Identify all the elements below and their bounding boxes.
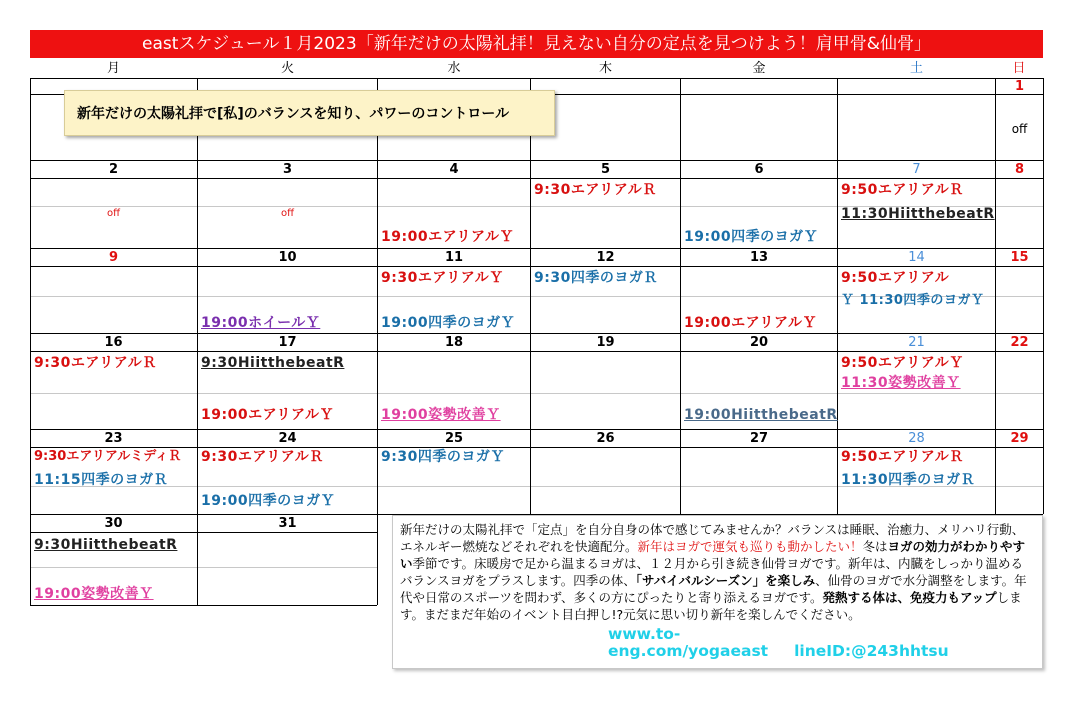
weekday-sat: 土 [909,61,923,76]
class-entry: 19:00エアリアルＹ [381,229,514,245]
grid-line [30,78,1043,79]
class-entry: 19:00姿勢改善Ｙ [381,407,501,423]
day-number: 22 [1010,335,1029,350]
class-entry: 9:30エアリアルＲ [534,182,657,198]
weekday-wed: 水 [447,61,461,76]
description-text: 新年だけの太陽礼拝で「定点」を自分自身の体で感じてみませんか？バランスは睡眠、治癒力、メリハリ行動、エネルギー燃焼などそれぞれを快適配分。 [400,522,1025,554]
day-number: 23 [104,431,123,446]
description-box [392,515,1043,669]
day-number: 7 [912,162,921,177]
class-entry: 9:30四季のヨガＹ [381,449,505,465]
weekday-tue: 火 [280,61,294,76]
class-entry: 19:00四季のヨガＹ [201,493,336,509]
day-number: 28 [908,431,925,446]
day-number: 2 [108,162,119,177]
day-number: 9 [108,250,119,265]
class-entry: 9:30エアリアルミディＲ [34,449,182,464]
description-text: 、仙骨のヨガで水分調整をします。年代や日常のスポーツを問わず、多くの方にぴったりと寄り添えるヨガです。 [400,573,1027,605]
contact-links [608,626,1042,660]
grid-line [30,266,1043,267]
off-label: off [106,208,120,219]
class-entry: 9:50エアリアルＲ [841,182,964,198]
day-number: 30 [104,516,123,531]
class-entry: 9:30HiitthebeatR [201,355,345,371]
class-entry: 9:50エアリアルＹ [841,355,964,371]
class-entry: 9:30エアリアルＹ [381,270,504,286]
day-number: 1 [1014,79,1025,94]
day-number: 6 [754,162,764,177]
day-number: 18 [444,335,464,350]
description-bold: 発熱する体は、免疫力もアップ [822,590,997,605]
off-label: off [280,208,294,219]
class-entry: 19:00エアリアルＹ [684,315,817,331]
day-number: 25 [444,431,464,446]
description-text: 冬は [862,539,888,554]
website-link[interactable]: www.to-eng.com/yogaeast [608,625,769,660]
description-text: 季節です。床暖房で足から温まるヨガは、１２月から引き続き仙骨ヨガです。新年は、内臓をしっかり温めるバランスヨガをプラスします。四季の体、 [400,556,1024,588]
day-number: 20 [749,335,769,350]
grid-line [30,567,377,568]
off-label: off [1011,122,1028,136]
weekday-thu: 木 [598,61,612,76]
day-number: 5 [600,162,611,177]
class-entry: 19:00ホイールＹ [201,315,321,331]
weekday-mon: 月 [106,61,120,76]
class-entry: Ｙ 11:30四季のヨガＹ [841,293,985,308]
class-entry: 19:00四季のヨガＹ [381,315,516,331]
grid-line [680,78,681,514]
day-number: 21 [908,335,925,350]
grid-line [1043,78,1044,514]
day-number: 29 [1010,431,1029,446]
grid-line [30,532,377,533]
weekday-fri: 金 [752,61,766,76]
class-entry: 9:30四季のヨガＲ [534,270,658,286]
day-number: 24 [278,431,297,446]
class-entry: 9:50エアリアル [841,270,950,286]
description-bold: ヨガの効力がわかりやすい [400,539,1026,571]
day-number: 14 [908,250,925,265]
day-number: 27 [749,431,769,446]
class-entry: 9:30エアリアルＲ [34,355,157,371]
class-entry: 11:30四季のヨガＲ [841,472,976,488]
day-number: 13 [749,250,769,265]
class-entry: 19:00姿勢改善Ｙ [34,586,154,602]
day-number: 26 [596,431,615,446]
weekday-header [30,60,1043,77]
day-number: 4 [449,162,459,177]
grid-line [530,78,531,514]
grid-line [30,178,1043,179]
description-text: します。まだまだ年始のイベント目白押し!?元気に思い切り新年を楽しんでください。 [400,590,1022,622]
weekday-sun: 日 [1012,61,1026,76]
day-number: 16 [104,335,123,350]
day-number: 12 [596,250,615,265]
class-entry: 19:00エアリアルＹ [201,407,334,423]
class-entry: 11:30姿勢改善Ｙ [841,375,961,391]
description-bold: 「サバイバルシーズン」を楽しみ [635,573,816,588]
day-number: 3 [282,162,293,177]
theme-note: 新年だけの太陽礼拝で[私]のバランスを知り、パワーのコントロール [64,90,555,136]
grid-line [30,605,377,606]
grid-line [30,393,1043,394]
class-entry: 19:00HiitthebeatR [684,407,838,423]
day-number: 17 [278,335,297,350]
description-highlight: 新年はヨガで運気も巡りも動かしたい！ [637,539,863,554]
day-number: 11 [444,250,464,265]
class-entry: 9:30HiitthebeatR [34,537,178,553]
class-entry: 11:15四季のヨガＲ [34,472,169,488]
day-number: 10 [278,250,297,265]
grid-line [837,78,838,514]
day-number: 15 [1010,250,1029,265]
class-entry: 9:50エアリアルＲ [841,449,964,465]
grid-line [30,351,1043,352]
line-id: lineID:@243hhtsu [794,642,949,660]
schedule-title: eastスケジュール１月2023「新年だけの太陽礼拝！見えない自分の定点を見つけよう！肩甲骨&仙骨」 [30,30,1043,58]
grid-line [995,78,996,514]
day-number: 19 [596,335,615,350]
class-entry: 19:00四季のヨガＹ [684,229,819,245]
day-number: 8 [1014,162,1025,177]
day-number: 31 [278,516,297,531]
class-entry: 9:30エアリアルＲ [201,449,324,465]
class-entry: 11:30HiitthebeatR [841,206,995,222]
